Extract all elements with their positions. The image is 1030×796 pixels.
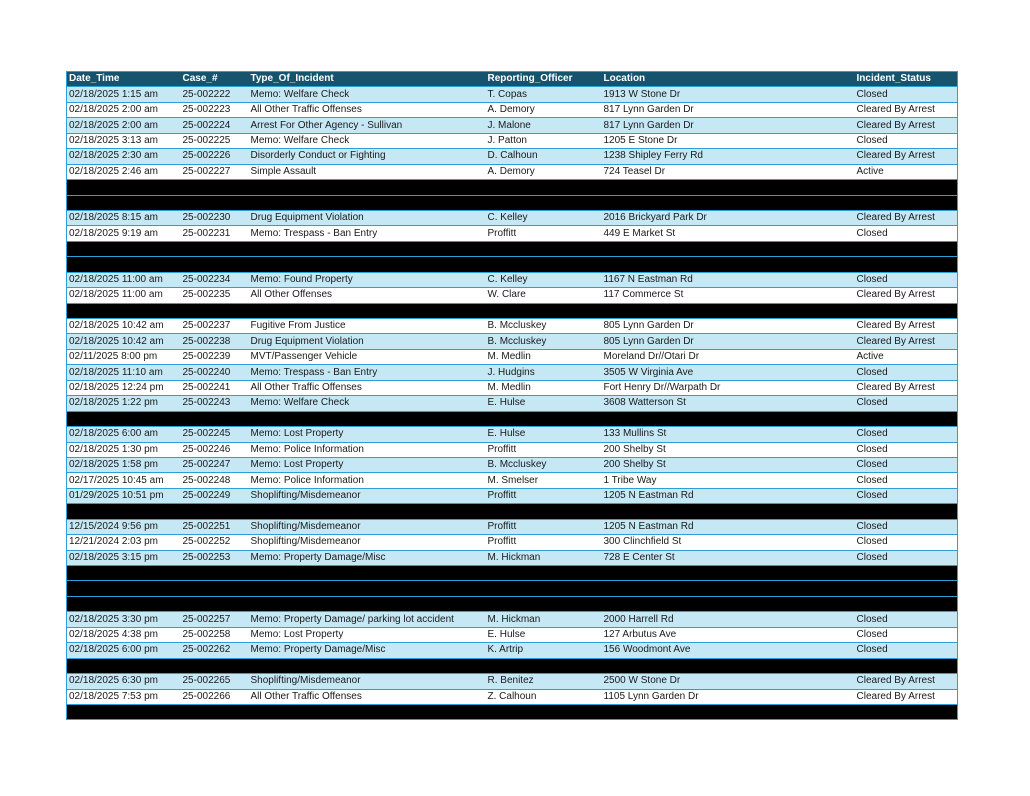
column-header-location: Location	[602, 72, 855, 87]
case-number-cell: 25-002265	[181, 674, 249, 689]
redacted-cell	[249, 581, 486, 596]
date-time-cell: 02/18/2025 6:30 pm	[67, 674, 181, 689]
table-body	[67, 87, 958, 720]
location-cell: 3505 W Virginia Ave	[602, 365, 855, 380]
location-cell: 117 Commerce St	[602, 288, 855, 303]
status-cell: Closed	[855, 365, 958, 380]
officer-cell: C. Kelley	[486, 272, 602, 287]
date-time-cell: 02/18/2025 11:00 am	[67, 288, 181, 303]
redacted-cell	[486, 195, 602, 210]
status-cell: Closed	[855, 535, 958, 550]
table-row	[67, 87, 958, 102]
incident-type-cell: Memo: Property Damage/Misc	[249, 643, 486, 658]
case-number-cell: 25-002245	[181, 427, 249, 442]
status-cell: Cleared By Arrest	[855, 149, 958, 164]
table-row	[67, 442, 958, 457]
table-row	[67, 643, 958, 658]
table-row	[67, 380, 958, 395]
incident-type-cell: Disorderly Conduct or Fighting	[249, 149, 486, 164]
table-row	[67, 288, 958, 303]
date-time-cell: 02/18/2025 10:42 am	[67, 334, 181, 349]
location-cell: 1205 N Eastman Rd	[602, 519, 855, 534]
redacted-cell	[249, 566, 486, 581]
location-cell: 200 Shelby St	[602, 442, 855, 457]
location-cell: 1167 N Eastman Rd	[602, 272, 855, 287]
redacted-cell	[486, 411, 602, 426]
redacted-cell	[181, 195, 249, 210]
date-time-cell: 02/18/2025 1:22 pm	[67, 396, 181, 411]
redacted-cell	[67, 658, 181, 673]
redacted-cell	[181, 596, 249, 611]
column-header-type-of-incident: Type_Of_Incident	[249, 72, 486, 87]
incident-type-cell: Drug Equipment Violation	[249, 334, 486, 349]
redacted-cell	[486, 241, 602, 256]
location-cell: 2000 Harrell Rd	[602, 612, 855, 627]
redacted-cell	[855, 504, 958, 519]
status-cell: Active	[855, 349, 958, 364]
redacted-cell	[249, 180, 486, 195]
status-cell: Closed	[855, 396, 958, 411]
incident-type-cell: Drug Equipment Violation	[249, 210, 486, 225]
redacted-cell	[249, 411, 486, 426]
redacted-cell	[249, 704, 486, 719]
table-row	[67, 550, 958, 565]
location-cell: 805 Lynn Garden Dr	[602, 319, 855, 334]
officer-cell: T. Copas	[486, 87, 602, 102]
location-cell: 817 Lynn Garden Dr	[602, 102, 855, 117]
officer-cell: M. Hickman	[486, 550, 602, 565]
redacted-cell	[602, 658, 855, 673]
incident-type-cell: Arrest For Other Agency - Sullivan	[249, 118, 486, 133]
officer-cell: E. Hulse	[486, 427, 602, 442]
status-cell: Cleared By Arrest	[855, 689, 958, 704]
column-header-date-time: Date_Time	[67, 72, 181, 87]
table-row	[67, 457, 958, 472]
redacted-cell	[602, 596, 855, 611]
officer-cell: B. Mccluskey	[486, 319, 602, 334]
redacted-cell	[486, 704, 602, 719]
date-time-cell: 02/18/2025 2:46 am	[67, 164, 181, 179]
date-time-cell: 02/18/2025 6:00 pm	[67, 643, 181, 658]
table-row	[67, 488, 958, 503]
date-time-cell: 01/29/2025 10:51 pm	[67, 488, 181, 503]
redacted-row	[67, 704, 958, 719]
redacted-cell	[486, 596, 602, 611]
location-cell: 3608 Watterson St	[602, 396, 855, 411]
incident-type-cell: Memo: Lost Property	[249, 457, 486, 472]
incident-type-cell: Memo: Welfare Check	[249, 396, 486, 411]
date-time-cell: 02/18/2025 3:30 pm	[67, 612, 181, 627]
date-time-cell: 02/18/2025 12:24 pm	[67, 380, 181, 395]
location-cell: 1205 N Eastman Rd	[602, 488, 855, 503]
status-cell: Closed	[855, 643, 958, 658]
case-number-cell: 25-002252	[181, 535, 249, 550]
location-cell: 1105 Lynn Garden Dr	[602, 689, 855, 704]
date-time-cell: 02/18/2025 4:38 pm	[67, 627, 181, 642]
case-number-cell: 25-002238	[181, 334, 249, 349]
redacted-cell	[855, 180, 958, 195]
redacted-cell	[249, 504, 486, 519]
case-number-cell: 25-002225	[181, 133, 249, 148]
officer-cell: R. Benitez	[486, 674, 602, 689]
redacted-cell	[67, 596, 181, 611]
table-row	[67, 210, 958, 225]
officer-cell: Proffitt	[486, 519, 602, 534]
redacted-cell	[67, 704, 181, 719]
case-number-cell: 25-002246	[181, 442, 249, 457]
incident-type-cell: Memo: Lost Property	[249, 427, 486, 442]
redacted-row	[67, 303, 958, 318]
redacted-row	[67, 257, 958, 272]
case-number-cell: 25-002234	[181, 272, 249, 287]
location-cell: 127 Arbutus Ave	[602, 627, 855, 642]
table-row	[67, 535, 958, 550]
redacted-cell	[602, 303, 855, 318]
date-time-cell: 02/18/2025 11:00 am	[67, 272, 181, 287]
redacted-cell	[602, 241, 855, 256]
incident-type-cell: Memo: Property Damage/ parking lot accident	[249, 612, 486, 627]
table-row	[67, 674, 958, 689]
date-time-cell: 02/17/2025 10:45 am	[67, 473, 181, 488]
officer-cell: J. Malone	[486, 118, 602, 133]
officer-cell: Proffitt	[486, 442, 602, 457]
redacted-cell	[181, 241, 249, 256]
case-number-cell: 25-002231	[181, 226, 249, 241]
case-number-cell: 25-002240	[181, 365, 249, 380]
date-time-cell: 02/18/2025 6:00 am	[67, 427, 181, 442]
officer-cell: Z. Calhoun	[486, 689, 602, 704]
case-number-cell: 25-002241	[181, 380, 249, 395]
case-number-cell: 25-002266	[181, 689, 249, 704]
case-number-cell: 25-002253	[181, 550, 249, 565]
officer-cell: D. Calhoun	[486, 149, 602, 164]
status-cell: Closed	[855, 226, 958, 241]
status-cell: Closed	[855, 627, 958, 642]
redacted-cell	[855, 596, 958, 611]
case-number-cell: 25-002251	[181, 519, 249, 534]
case-number-cell: 25-002237	[181, 319, 249, 334]
officer-cell: B. Mccluskey	[486, 457, 602, 472]
officer-cell: K. Artrip	[486, 643, 602, 658]
location-cell: 2500 W Stone Dr	[602, 674, 855, 689]
status-cell: Active	[855, 164, 958, 179]
status-cell: Closed	[855, 442, 958, 457]
table-row	[67, 396, 958, 411]
officer-cell: A. Demory	[486, 102, 602, 117]
incident-type-cell: All Other Traffic Offenses	[249, 689, 486, 704]
table-row	[67, 149, 958, 164]
status-cell: Cleared By Arrest	[855, 210, 958, 225]
redacted-cell	[181, 180, 249, 195]
incident-type-cell: Simple Assault	[249, 164, 486, 179]
redacted-row	[67, 658, 958, 673]
redacted-cell	[181, 257, 249, 272]
date-time-cell: 02/18/2025 2:00 am	[67, 102, 181, 117]
date-time-cell: 02/18/2025 11:10 am	[67, 365, 181, 380]
status-cell: Cleared By Arrest	[855, 319, 958, 334]
location-cell: 1205 E Stone Dr	[602, 133, 855, 148]
case-number-cell: 25-002230	[181, 210, 249, 225]
status-cell: Closed	[855, 87, 958, 102]
case-number-cell: 25-002248	[181, 473, 249, 488]
incident-type-cell: Memo: Lost Property	[249, 627, 486, 642]
redacted-row	[67, 596, 958, 611]
case-number-cell: 25-002227	[181, 164, 249, 179]
location-cell: Fort Henry Dr//Warpath Dr	[602, 380, 855, 395]
redacted-row	[67, 241, 958, 256]
officer-cell: C. Kelley	[486, 210, 602, 225]
redacted-cell	[249, 195, 486, 210]
incident-type-cell: Memo: Found Property	[249, 272, 486, 287]
redacted-cell	[486, 504, 602, 519]
redacted-cell	[855, 581, 958, 596]
redacted-cell	[486, 180, 602, 195]
case-number-cell: 25-002223	[181, 102, 249, 117]
redacted-cell	[486, 581, 602, 596]
column-header-case-number: Case_#	[181, 72, 249, 87]
status-cell: Cleared By Arrest	[855, 334, 958, 349]
date-time-cell: 02/18/2025 7:53 pm	[67, 689, 181, 704]
officer-cell: M. Hickman	[486, 612, 602, 627]
case-number-cell: 25-002258	[181, 627, 249, 642]
status-cell: Closed	[855, 488, 958, 503]
redacted-row	[67, 180, 958, 195]
table-row	[67, 365, 958, 380]
location-cell: 300 Clinchfield St	[602, 535, 855, 550]
table-row	[67, 334, 958, 349]
redacted-cell	[602, 195, 855, 210]
status-cell: Closed	[855, 457, 958, 472]
redacted-cell	[249, 658, 486, 673]
status-cell: Cleared By Arrest	[855, 674, 958, 689]
location-cell: 1 Tribe Way	[602, 473, 855, 488]
case-number-cell: 25-002222	[181, 87, 249, 102]
case-number-cell: 25-002239	[181, 349, 249, 364]
table-row	[67, 118, 958, 133]
redacted-cell	[855, 241, 958, 256]
officer-cell: W. Clare	[486, 288, 602, 303]
redacted-cell	[602, 704, 855, 719]
redacted-cell	[181, 411, 249, 426]
location-cell: 724 Teasel Dr	[602, 164, 855, 179]
case-number-cell: 25-002262	[181, 643, 249, 658]
incident-type-cell: MVT/Passenger Vehicle	[249, 349, 486, 364]
redacted-cell	[181, 581, 249, 596]
redacted-row	[67, 504, 958, 519]
date-time-cell: 02/11/2025 8:00 pm	[67, 349, 181, 364]
location-cell: 200 Shelby St	[602, 457, 855, 472]
redacted-cell	[181, 658, 249, 673]
status-cell: Cleared By Arrest	[855, 380, 958, 395]
location-cell: 728 E Center St	[602, 550, 855, 565]
status-cell: Cleared By Arrest	[855, 102, 958, 117]
date-time-cell: 02/18/2025 1:15 am	[67, 87, 181, 102]
table-row	[67, 519, 958, 534]
incident-type-cell: Memo: Trespass - Ban Entry	[249, 226, 486, 241]
table-row	[67, 319, 958, 334]
officer-cell: Proffitt	[486, 226, 602, 241]
location-cell: 2016 Brickyard Park Dr	[602, 210, 855, 225]
redacted-cell	[855, 195, 958, 210]
redacted-cell	[602, 504, 855, 519]
status-cell: Closed	[855, 272, 958, 287]
redacted-cell	[181, 704, 249, 719]
header-row	[67, 72, 958, 87]
officer-cell: M. Medlin	[486, 380, 602, 395]
redacted-cell	[602, 411, 855, 426]
date-time-cell: 12/15/2024 9:56 pm	[67, 519, 181, 534]
date-time-cell: 02/18/2025 10:42 am	[67, 319, 181, 334]
location-cell: 449 E Market St	[602, 226, 855, 241]
officer-cell: J. Hudgins	[486, 365, 602, 380]
table-row	[67, 612, 958, 627]
incident-type-cell: Fugitive From Justice	[249, 319, 486, 334]
case-number-cell: 25-002235	[181, 288, 249, 303]
officer-cell: E. Hulse	[486, 627, 602, 642]
incident-type-cell: Memo: Welfare Check	[249, 133, 486, 148]
location-cell: 156 Woodmont Ave	[602, 643, 855, 658]
redacted-cell	[602, 257, 855, 272]
date-time-cell: 02/18/2025 3:15 pm	[67, 550, 181, 565]
redacted-cell	[486, 566, 602, 581]
case-number-cell: 25-002247	[181, 457, 249, 472]
case-number-cell: 25-002257	[181, 612, 249, 627]
status-cell: Closed	[855, 612, 958, 627]
location-cell: 817 Lynn Garden Dr	[602, 118, 855, 133]
status-cell: Cleared By Arrest	[855, 288, 958, 303]
date-time-cell: 02/18/2025 3:13 am	[67, 133, 181, 148]
redacted-cell	[855, 257, 958, 272]
redacted-cell	[67, 504, 181, 519]
incident-type-cell: All Other Offenses	[249, 288, 486, 303]
case-number-cell: 25-002243	[181, 396, 249, 411]
redacted-cell	[602, 180, 855, 195]
table-row	[67, 164, 958, 179]
table-row	[67, 689, 958, 704]
redacted-cell	[181, 566, 249, 581]
table-row	[67, 272, 958, 287]
incident-type-cell: Memo: Welfare Check	[249, 87, 486, 102]
date-time-cell: 02/18/2025 8:15 am	[67, 210, 181, 225]
table-row	[67, 226, 958, 241]
incident-type-cell: All Other Traffic Offenses	[249, 380, 486, 395]
redacted-cell	[486, 257, 602, 272]
redacted-cell	[67, 566, 181, 581]
redacted-cell	[67, 411, 181, 426]
incident-type-cell: Shoplifting/Misdemeanor	[249, 674, 486, 689]
redacted-row	[67, 195, 958, 210]
column-header-incident-status: Incident_Status	[855, 72, 958, 87]
redacted-cell	[855, 566, 958, 581]
incident-type-cell: All Other Traffic Offenses	[249, 102, 486, 117]
status-cell: Closed	[855, 133, 958, 148]
incident-type-cell: Shoplifting/Misdemeanor	[249, 488, 486, 503]
redacted-cell	[602, 581, 855, 596]
redacted-cell	[249, 241, 486, 256]
officer-cell: B. Mccluskey	[486, 334, 602, 349]
date-time-cell: 02/18/2025 1:30 pm	[67, 442, 181, 457]
location-cell: 805 Lynn Garden Dr	[602, 334, 855, 349]
date-time-cell: 02/18/2025 1:58 pm	[67, 457, 181, 472]
incident-type-cell: Memo: Police Information	[249, 473, 486, 488]
redacted-cell	[67, 180, 181, 195]
redacted-row	[67, 581, 958, 596]
status-cell: Cleared By Arrest	[855, 118, 958, 133]
officer-cell: M. Medlin	[486, 349, 602, 364]
redacted-cell	[249, 303, 486, 318]
table-row	[67, 102, 958, 117]
officer-cell: J. Patton	[486, 133, 602, 148]
status-cell: Closed	[855, 427, 958, 442]
redacted-cell	[67, 241, 181, 256]
redacted-cell	[249, 257, 486, 272]
redacted-cell	[855, 411, 958, 426]
redacted-cell	[181, 504, 249, 519]
table-row	[67, 133, 958, 148]
status-cell: Closed	[855, 519, 958, 534]
redacted-cell	[486, 658, 602, 673]
case-number-cell: 25-002224	[181, 118, 249, 133]
officer-cell: E. Hulse	[486, 396, 602, 411]
officer-cell: Proffitt	[486, 535, 602, 550]
case-number-cell: 25-002249	[181, 488, 249, 503]
location-cell: 133 Mullins St	[602, 427, 855, 442]
status-cell: Closed	[855, 550, 958, 565]
incident-type-cell: Shoplifting/Misdemeanor	[249, 519, 486, 534]
officer-cell: M. Smelser	[486, 473, 602, 488]
table-row	[67, 427, 958, 442]
status-cell: Closed	[855, 473, 958, 488]
officer-cell: Proffitt	[486, 488, 602, 503]
redacted-cell	[855, 704, 958, 719]
redacted-cell	[486, 303, 602, 318]
redacted-cell	[67, 303, 181, 318]
redacted-row	[67, 566, 958, 581]
location-cell: 1238 Shipley Ferry Rd	[602, 149, 855, 164]
date-time-cell: 02/18/2025 2:00 am	[67, 118, 181, 133]
date-time-cell: 02/18/2025 2:30 am	[67, 149, 181, 164]
officer-cell: A. Demory	[486, 164, 602, 179]
redacted-cell	[67, 257, 181, 272]
redacted-cell	[855, 303, 958, 318]
redacted-cell	[67, 195, 181, 210]
redacted-cell	[249, 596, 486, 611]
incident-type-cell: Memo: Trespass - Ban Entry	[249, 365, 486, 380]
table-row	[67, 627, 958, 642]
redacted-cell	[602, 566, 855, 581]
redacted-cell	[855, 658, 958, 673]
redacted-cell	[67, 581, 181, 596]
table-row	[67, 349, 958, 364]
location-cell: Moreland Dr//Otari Dr	[602, 349, 855, 364]
date-time-cell: 12/21/2024 2:03 pm	[67, 535, 181, 550]
incident-table	[66, 71, 958, 720]
case-number-cell: 25-002226	[181, 149, 249, 164]
incident-type-cell: Memo: Property Damage/Misc	[249, 550, 486, 565]
incident-type-cell: Memo: Police Information	[249, 442, 486, 457]
table-row	[67, 473, 958, 488]
column-header-reporting-officer: Reporting_Officer	[486, 72, 602, 87]
incident-type-cell: Shoplifting/Misdemeanor	[249, 535, 486, 550]
date-time-cell: 02/18/2025 9:19 am	[67, 226, 181, 241]
location-cell: 1913 W Stone Dr	[602, 87, 855, 102]
redacted-cell	[181, 303, 249, 318]
redacted-row	[67, 411, 958, 426]
